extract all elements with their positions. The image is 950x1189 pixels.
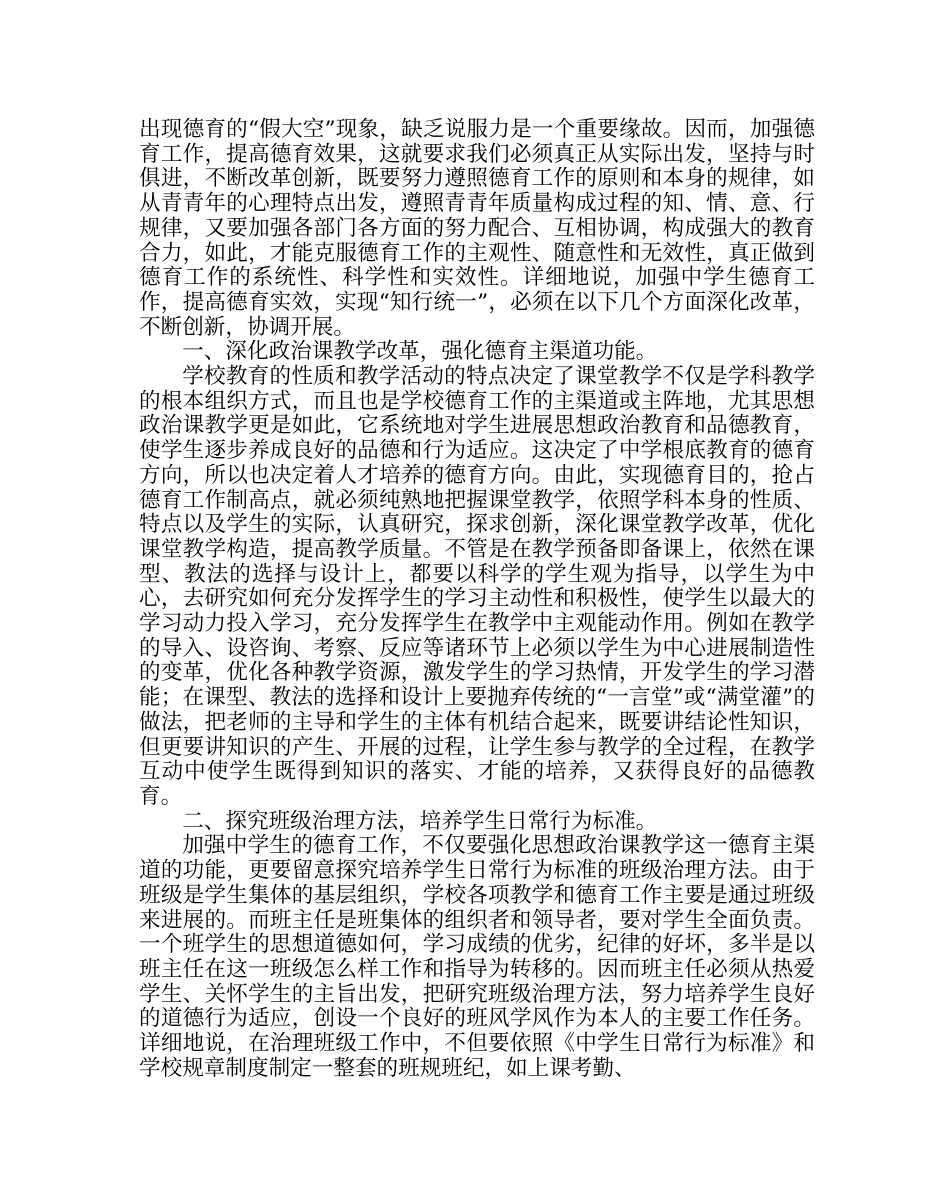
paragraph-section-1: 学校教育的性质和教学活动的特点决定了课堂教学不仅是学科教学的根本组织方式，而且也是学校德育工作的主渠道或主阵地，尤其思想政治课教学更是如此，它系统地对学生进展思想政治教育和品德教育，使学生逐步养成良好的品德和行为适应。这决定了中学根底教育的德育方向，所以也决定着人才培养的德育方向。由此，实现德育目的，抢占德育工作制高点，就必须纯熟地把握课堂教学，依照学科本身的性质、特点以及学生的实际，认真研究，探求创新，深化课堂教学改革，优化课堂教学构造，提高教学质量。不管是在教学预备即备课上，依然在课型、教法的选择与设计上，都要以科学的学生观为指导，以学生为中心，去研究如何充分发挥学生的学习主动性和积极性，使学生以最大的学习动力投入学习，充分发挥学生在教学中主观能动作用。例如在教学的导入、设咨询、考察、反应等诸环节上必须以学生为中心进展制造性的变革，优化各种教学资源，激发学生的学习热情，开发学生的学习潜能；在课型、教法的选择和设计上要抛弃传统的“一言堂”或“满堂灌”的做法，把老师的主导和学生的主体有机结合起来，既要讲结论性知识，但更要讲知识的产生、开展的过程，让学生参与教学的全过程，在教学互动中使学生既得到知识的落实、才能的培养，又获得良好的品德教育。: [139, 364, 815, 809]
paragraph-section-2: 加强中学生的德育工作，不仅要强化思想政治课教学这一德育主渠道的功能，更要留意探究培养学生日常行为标准的班级治理方法。由于班级是学生集体的基层组织，学校各项教学和德育工作主要是通过班级来进展的。而班主任是班集体的组织者和领导者，要对学生全面负责。一个班学生的思想道德如何，学习成绩的优劣，纪律的好坏，多半是以班主任在这一班级怎么样工作和指导为转移的。因而班主任必须从热爱学生、关怀学生的主旨出发，把研究班级治理方法，努力培养学生良好的道德行为适应，创设一个良好的班风学风作为本人的主要工作任务。详细地说，在治理班级工作中，不但要依照《中学生日常行为标准》和学校规章制度制定一整套的班规班纪，如上课考勤、: [139, 833, 815, 1081]
section-heading-2: 二、探究班级治理方法，培养学生日常行为标准。: [182, 808, 658, 834]
section-heading-1: 一、深化政治课教学改革，强化德育主渠道功能。: [182, 339, 658, 365]
paragraph-intro: 出现德育的“假大空”现象，缺乏说服力是一个重要缘故。因而，加强德育工作，提高德育效果，这就要求我们必须真正从实际出发，坚持与时俱进，不断改革创新，既要努力遵照德育工作的原则和本身的规律，如从青青年的心理特点出发，遵照青青年质量构成过程的知、情、意、行规律，又要加强各部门各方面的努力配合、互相协调，构成强大的教育合力，如此，才能克服德育工作的主观性、随意性和无效性，真正做到德育工作的系统性、科学性和实效性。详细地说，加强中学生德育工作，提高德育实效，实现“知行统一”，必须在以下几个方面深化改革，不断创新，协调开展。: [139, 117, 815, 340]
document-body: [139, 118, 815, 1081]
